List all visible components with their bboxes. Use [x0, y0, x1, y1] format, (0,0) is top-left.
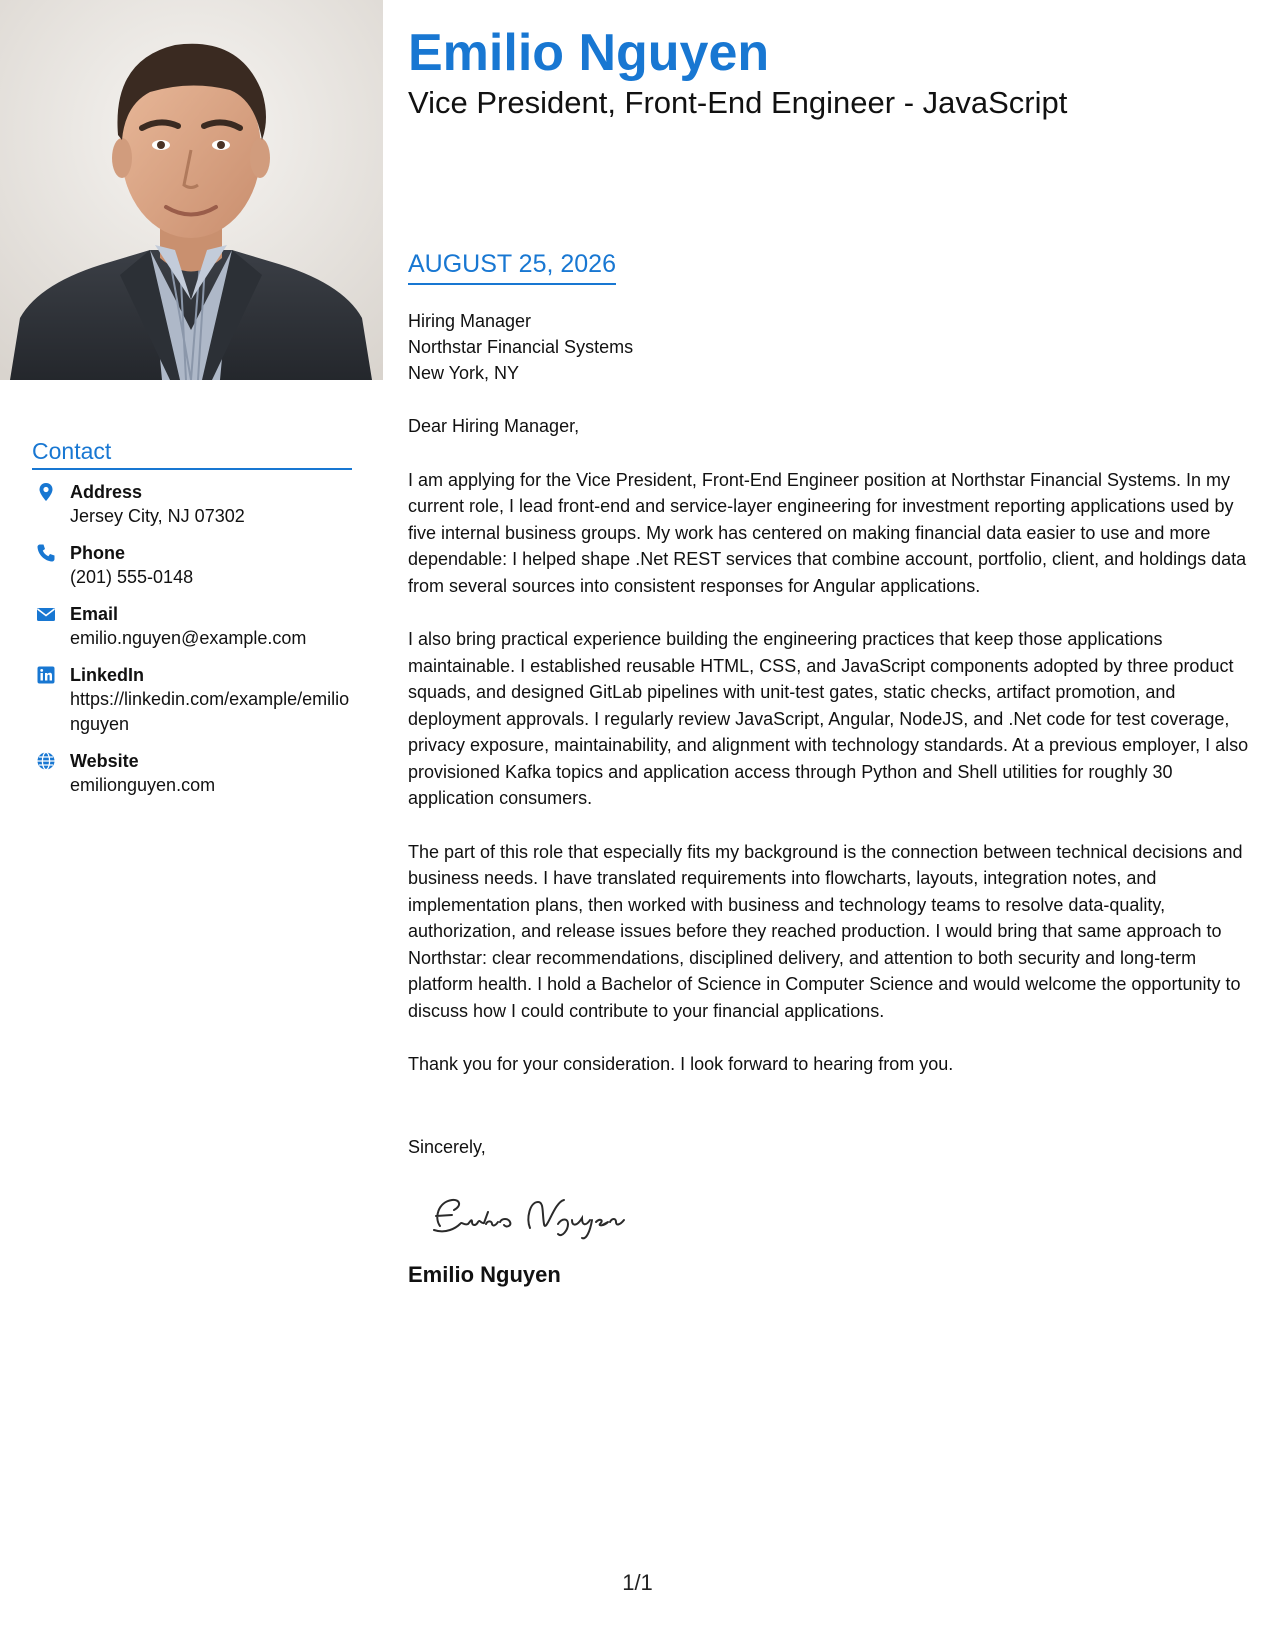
job-title: Vice President, Front-End Engineer - JavaScript [408, 85, 1068, 120]
contact-label: Address [70, 482, 143, 502]
letter-paragraph: I also bring practical experience building the engineering practices that keep those applications maintainable. I established reusable HTML, CSS, and JavaScript components adopted by three product squads, and designed GitLab pipelines with unit-test gates, static checks, artifact promotion, and deployment approvals. I regularly review JavaScript, Angular, NodeJS, and .Net code for test coverage, privacy exposure, maintainability, and alignment with technology standards. At a previous employer, I also provisioned Kafka topics and application access through Python and Shell utilities for roughly 30 application consumers. [408, 629, 1249, 808]
contact-item-website [32, 749, 352, 798]
signature-image [426, 1188, 1253, 1248]
location-pin-icon [32, 480, 70, 502]
salutation: Dear Hiring Manager, [408, 416, 580, 436]
contact-value: (201) 555-0148 [70, 567, 194, 587]
applicant-name: Emilio Nguyen [408, 24, 770, 82]
contact-value[interactable]: emilio.nguyen@example.com [70, 628, 307, 648]
contact-value: Jersey City, NJ 07302 [70, 506, 245, 526]
contact-value[interactable]: https://linkedin.com/example/emilionguyen [70, 689, 350, 734]
recipient-line: New York, NY [408, 363, 520, 383]
closing: Sincerely, [408, 1136, 486, 1157]
recipient-line: Hiring Manager [408, 311, 532, 331]
contact-label: LinkedIn [70, 665, 145, 685]
contact-item-phone [32, 541, 352, 590]
letter-body [408, 308, 1253, 1289]
contact-heading: Contact [32, 438, 352, 470]
contact-item-linkedin [32, 663, 352, 737]
letter-paragraph: Thank you for your consideration. I look forward to hearing from you. [408, 1054, 954, 1074]
letter-main [408, 22, 1253, 1287]
page-number: 1/1 [622, 1570, 653, 1595]
recipient-block [408, 308, 1253, 386]
contact-label: Phone [70, 543, 126, 563]
phone-icon [32, 541, 70, 563]
letter-paragraph: The part of this role that especially fits my background is the connection between technical decisions and business needs. I have translated requirements into flowcharts, layouts, integration notes, and implementation plans, then worked with business and technology teams to resolve data-quality, authorization, and release issues before they reached production. I would bring that same approach to Northstar: clear recommendations, disciplined delivery, and attention to both security and long-term platform health. I hold a Bachelor of Science in Computer Science and would welcome the opportunity to discuss how I could contribute to your financial applications. [408, 841, 1243, 1021]
signer-name: Emilio Nguyen [408, 1262, 561, 1287]
recipient-line: Northstar Financial Systems [408, 337, 634, 357]
contact-item-address [32, 480, 352, 529]
letter-paragraph: I am applying for the Vice President, Front-End Engineer position at Northstar Financial Systems. In my current role, I lead front-end and service-layer engineering for investment reporting applications used by five internal business groups. My work has centered on making financial data easier to use and more dependable: I helped shape .Net REST services that combine account, portfolio, client, and holdings data from several sources into consistent responses for Angular applications. [408, 469, 1247, 596]
globe-icon [32, 749, 70, 771]
envelope-icon [32, 602, 70, 624]
contact-label: Email [70, 604, 119, 624]
contact-label: Website [70, 751, 139, 771]
linkedin-icon [32, 663, 70, 685]
profile-photo [0, 0, 383, 380]
contact-sidebar [32, 438, 352, 810]
contact-item-email [32, 602, 352, 651]
contact-value[interactable]: emilionguyen.com [70, 775, 216, 795]
letter-date: AUGUST 25, 2026 [408, 248, 616, 285]
